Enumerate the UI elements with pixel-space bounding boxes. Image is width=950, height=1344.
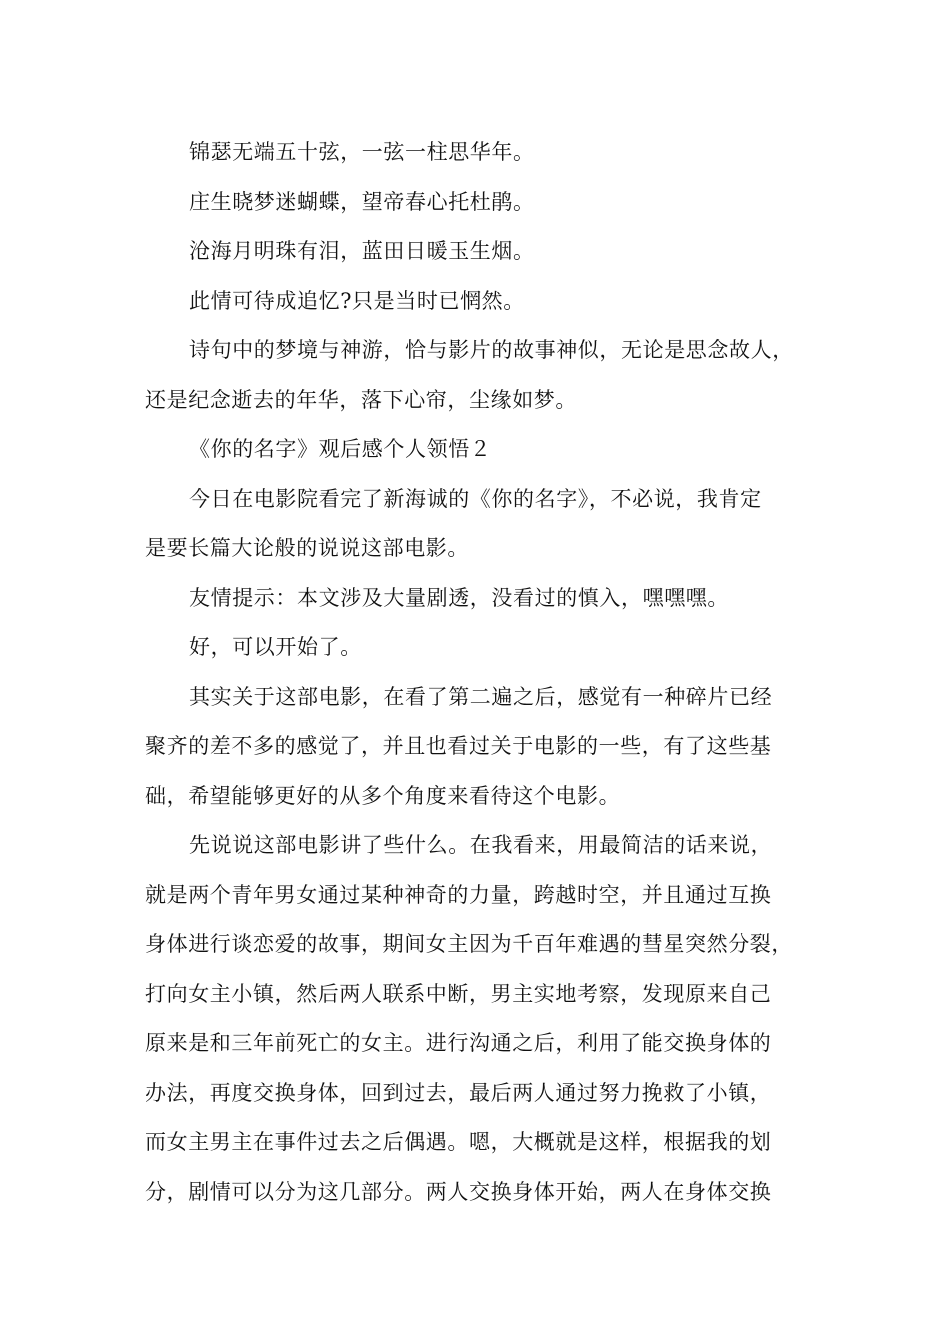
paragraph-poem-commentary: [145, 326, 835, 425]
paragraph-plot-summary: [145, 821, 835, 1217]
text-line: 其实关于这部电影，在看了第二遍之后，感觉有一种碎片已经: [189, 684, 773, 709]
text-line: 身体进行谈恋爱的故事，期间女主因为千百年难遇的彗星突然分裂，: [145, 932, 793, 956]
text-line: 分，剧情可以分为这几部分。两人交换身体开始，两人在身体交换: [145, 1179, 772, 1204]
poem-line-3: [145, 227, 835, 277]
text-line: 庄生晓梦迷蝴蝶，望帝春心托杜鹃。: [189, 189, 535, 214]
paragraph-start: [145, 623, 835, 673]
poem-line-1: [145, 128, 835, 178]
section-heading: [145, 425, 835, 475]
text-line: 原来是和三年前死亡的女主。进行沟通之后，利用了能交换身体的: [145, 1031, 772, 1055]
text-line: 今日在电影院看完了新海诚的《你的名字》，不必说，我肯定: [189, 486, 762, 511]
paragraph-spoiler-warning: [145, 574, 835, 624]
text-line: 还是纪念逝去的年华，落下心帘，尘缘如梦。: [145, 387, 577, 412]
text-line: 是要长篇大论般的说说这部电影。: [145, 536, 469, 560]
text-line: 此情可待成追忆?只是当时已惘然。: [189, 288, 525, 313]
text-line: 好，可以开始了。: [189, 635, 362, 659]
text-line: 锦瑟无端五十弦，一弦一柱思华年。: [189, 140, 535, 164]
text-line: 沧海月明珠有泪，蓝田日暖玉生烟。: [189, 239, 535, 263]
text-line: 先说说这部电影讲了些什么。在我看来，用最简洁的话来说，: [189, 833, 773, 857]
document-body: [145, 128, 835, 1217]
text-line: 打向女主小镇，然后两人联系中断，男主实地考察，发现原来自己: [145, 981, 772, 1006]
text-line: 办法，再度交换身体，回到过去，最后两人通过努力挽救了小镇，: [145, 1080, 772, 1105]
text-line: 友情提示：本文涉及大量剧透，没看过的慎入，嘿嘿嘿。: [189, 585, 729, 610]
text-line: 而女主男主在事件过去之后偶遇。嗯，大概就是这样，根据我的划: [145, 1130, 772, 1154]
text-line: 《你的名字》观后感个人领悟２: [189, 437, 492, 461]
text-line: 础，希望能够更好的从多个角度来看待这个电影。: [145, 783, 621, 808]
paragraph-second-viewing: [145, 673, 835, 822]
paragraph-intro: [145, 475, 835, 574]
poem-line-2: [145, 178, 835, 228]
poem-line-4: [145, 277, 835, 327]
text-line: 聚齐的差不多的感觉了，并且也看过关于电影的一些，有了这些基: [145, 734, 772, 758]
text-line: 就是两个青年男女通过某种神奇的力量，跨越时空，并且通过互换: [145, 882, 772, 907]
text-line: 诗句中的梦境与神游，恰与影片的故事神似，无论是思念故人，: [189, 338, 794, 362]
